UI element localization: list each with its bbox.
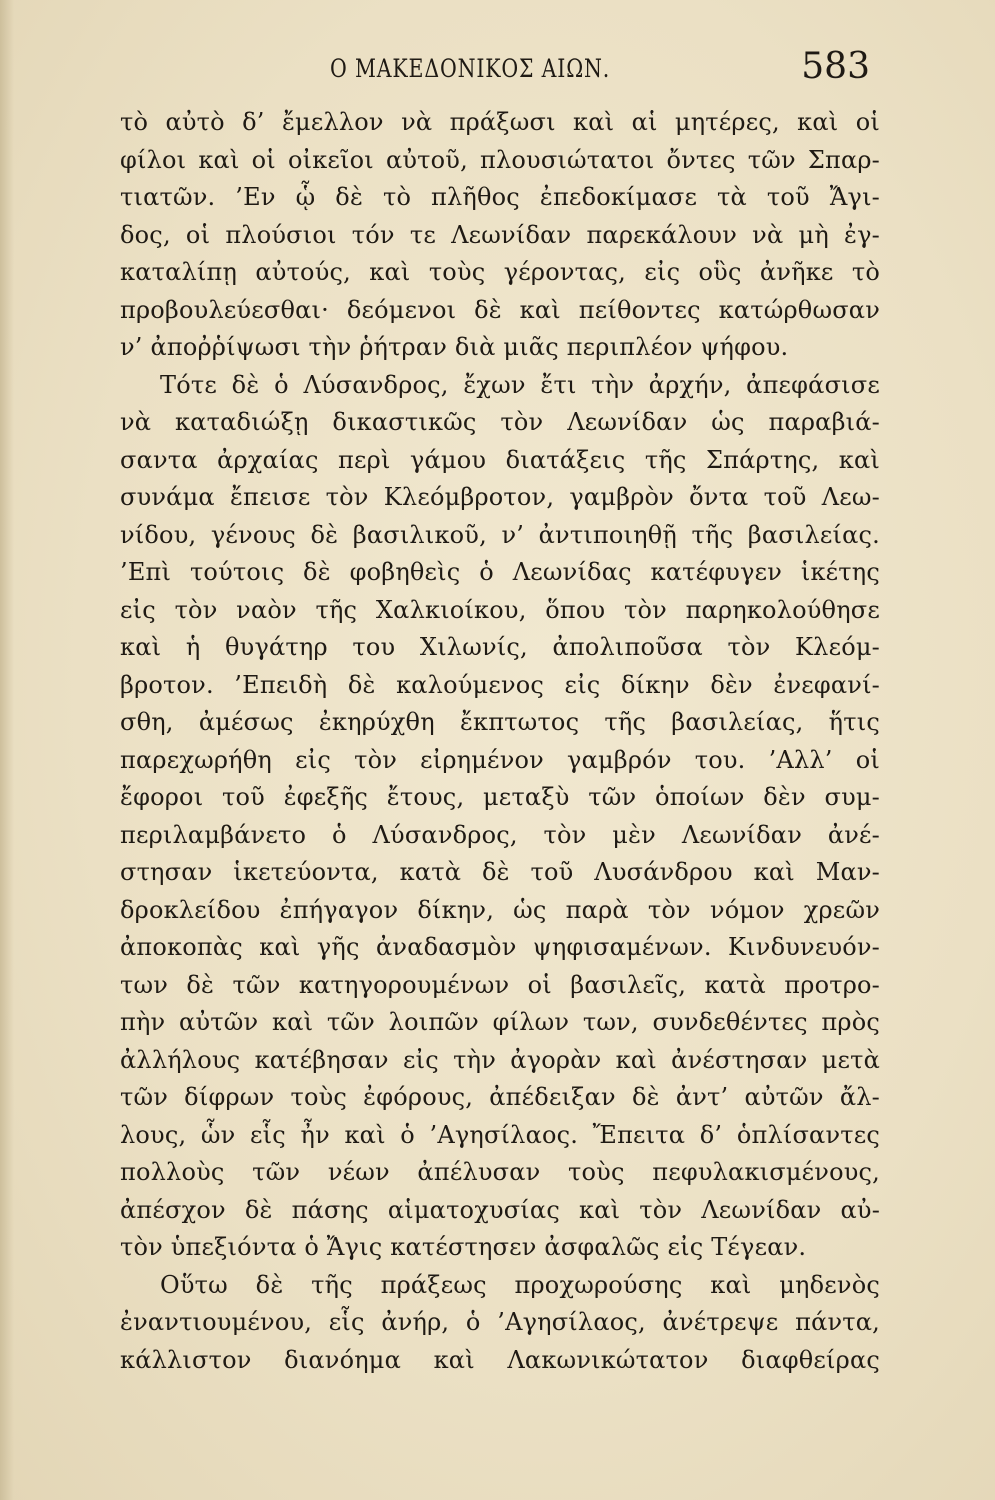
text-line: καταλίπῃ αὐτούς, καὶ τοὺς γέροντας, εἰς οὓς ἀνῆκε τὸ	[120, 258, 880, 286]
text-line: τὸ αὐτὸ δ’ ἔμελλον νὰ πράξωσι καὶ αἱ μητέρες, καὶ οἱ	[120, 108, 880, 136]
text-line: ἔφοροι τοῦ ἐφεξῆς ἔτους, μεταξὺ τῶν ὁποίων δὲν συμ-	[120, 783, 880, 811]
text-line: ’Επὶ τούτοις δὲ φοβηθεὶς ὁ Λεωνίδας κατέφυγεν ἱκέτης	[120, 558, 880, 586]
text-line: λους, ὧν εἷς ἦν καὶ ὁ ’Αγησίλαος. Ἔπειτα δ’ ὁπλίσαντες	[120, 1120, 880, 1149]
paragraph-first-line: Οὕτω δὲ τῆς πράξεως προχωρούσης καὶ μηδενὸς	[160, 1270, 880, 1299]
text-line: βροτον. ’Επειδὴ δὲ καλούμενος εἰς δίκην δὲν ἐνεφανί-	[120, 670, 880, 699]
text-line: σθη, ἀμέσως ἐκηρύχθη ἔκπτωτος τῆς βασιλείας, ἥτις	[120, 708, 880, 736]
paragraph-first-line: Τότε δὲ ὁ Λύσανδρος, ἔχων ἔτι τὴν ἀρχήν, ἀπεφάσισε	[160, 370, 880, 399]
text-line: περιλαμβάνετο ὁ Λύσανδρος, τὸν μὲν Λεωνίδαν ἀνέ-	[120, 820, 880, 849]
text-line: νίδου, γένους δὲ βασιλικοῦ, ν’ ἀντιποιηθῇ τῆς βασιλείας.	[120, 520, 880, 549]
text-line: στησαν ἱκετεύοντα, κατὰ δὲ τοῦ Λυσάνδρου καὶ Μαν-	[120, 858, 880, 886]
running-title: Ο ΜΑΚΕΔΟΝΙΚΟΣ ΑΙΩΝ.	[330, 54, 611, 83]
text-line: ν’ ἀποῤῥίψωσι τὴν ῥήτραν διὰ μιᾶς περιπλέον ψήφου.	[120, 333, 789, 361]
text-line: τιατῶν. ’Εν ᾧ δὲ τὸ πλῆθος ἐπεδοκίμασε τὰ τοῦ Ἄγι-	[120, 183, 880, 211]
text-line: πὴν αὐτῶν καὶ τῶν λοιπῶν φίλων των, συνδεθέντες πρὸς	[120, 1008, 880, 1036]
text-line: ἀλλήλους κατέβησαν εἰς τὴν ἀγορὰν καὶ ἀνέστησαν μετὰ	[120, 1045, 880, 1074]
text-line: παρεχωρήθη εἰς τὸν εἰρημένον γαμβρόν του. ’Αλλ’ οἱ	[120, 745, 880, 774]
text-line: συνάμα ἔπεισε τὸν Κλεόμβροτον, γαμβρὸν ὄντα τοῦ Λεω-	[120, 483, 880, 511]
text-line: φίλοι καὶ οἱ οἰκεῖοι αὐτοῦ, πλουσιώτατοι ὄντες τῶν Σπαρ-	[120, 145, 880, 174]
text-line: εἰς τὸν ναὸν τῆς Χαλκιοίκου, ὅπου τὸν παρηκολούθησε	[120, 595, 880, 624]
text-line: κάλλιστον διανόημα καὶ Λακωνικώτατον διαφθείρας	[120, 1345, 880, 1374]
text-line: των δὲ τῶν κατηγορουμένων οἱ βασιλεῖς, κατὰ προτρο-	[120, 970, 880, 999]
text-line: προβουλεύεσθαι· δεόμενοι δὲ καὶ πείθοντες κατώρθωσαν	[120, 295, 880, 324]
page-number: 583	[801, 46, 870, 87]
page-spine-shadow	[0, 0, 14, 1500]
text-line: καὶ ἡ θυγάτηρ του Χιλωνίς, ἀπολιποῦσα τὸν Κλεόμ-	[120, 633, 880, 661]
text-line: τὸν ὑπεξιόντα ὁ Ἄγις κατέστησεν ἀσφαλῶς εἰς Τέγεαν.	[120, 1233, 807, 1261]
text-line: δροκλείδου ἐπήγαγον δίκην, ὡς παρὰ τὸν νόμον χρεῶν	[120, 895, 880, 924]
text-line: ἀπέσχον δὲ πάσης αἱματοχυσίας καὶ τὸν Λεωνίδαν αὐ-	[120, 1195, 880, 1224]
body-text	[120, 104, 880, 1379]
text-line: ἐναντιουμένου, εἷς ἀνήρ, ὁ ’Αγησίλαος, ἀνέτρεψε πάντα,	[120, 1308, 880, 1336]
text-line: δος, οἱ πλούσιοι τόν τε Λεωνίδαν παρεκάλουν νὰ μὴ ἐγ-	[120, 220, 880, 249]
text-line: ἀποκοπὰς καὶ γῆς ἀναδασμὸν ψηφισαμένων. Κινδυνευόν-	[120, 933, 880, 961]
text-line: σαντα ἀρχαίας περὶ γάμου διατάξεις τῆς Σπάρτης, καὶ	[120, 445, 880, 474]
text-line: νὰ καταδιώξῃ δικαστικῶς τὸν Λεωνίδαν ὡς παραβιά-	[120, 408, 880, 436]
text-line: πολλοὺς τῶν νέων ἀπέλυσαν τοὺς πεφυλακισμένους,	[120, 1158, 880, 1186]
text-line: τῶν δίφρων τοὺς ἐφόρους, ἀπέδειξαν δὲ ἀντ’ αὐτῶν ἄλ-	[120, 1083, 880, 1111]
running-head	[140, 46, 890, 96]
